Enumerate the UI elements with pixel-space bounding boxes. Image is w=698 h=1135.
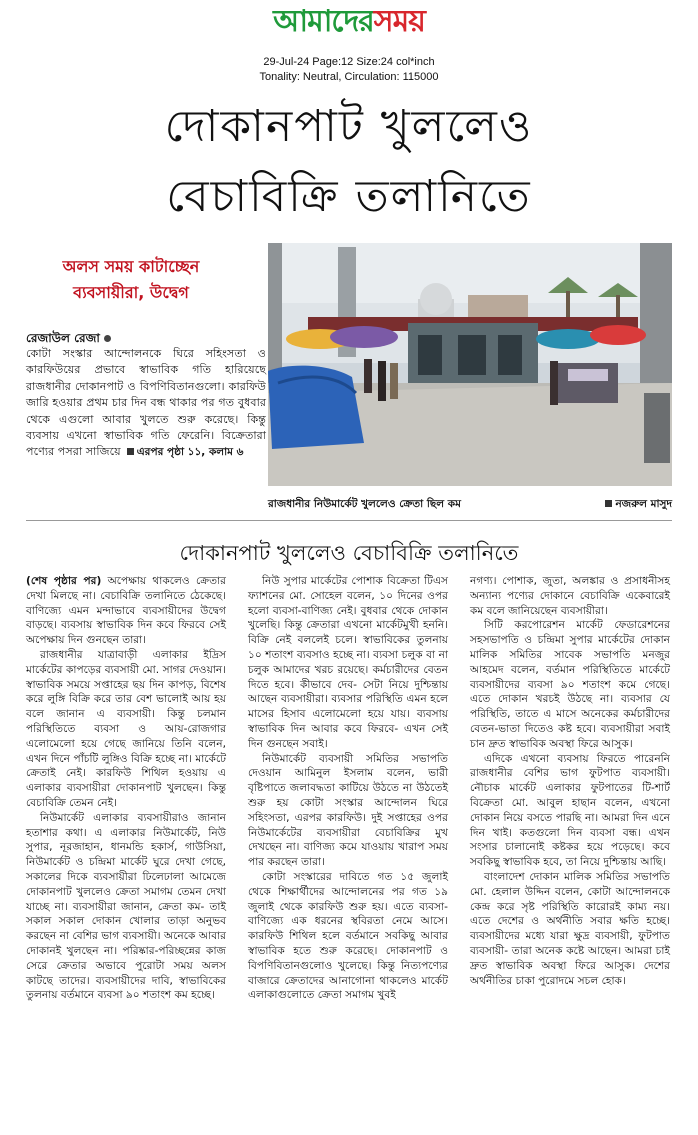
column-paragraph: এদিকে এখনো ব্যবসায় ফিরতে পারেননি রাজধানীর বেশির ভাগ ফুটপাত ব্যবসায়ী। নৌচাক মার্কেট এলাকার ফুটপাতের টি-শার্ট বিক্রেতা মো. আবুল হাছান বলেন, এখনো দোকান নিয়ে বসতে পারছি না। আমরা দিন এনে দিন খাই। কতগুলো দিন ব্যবসা বন্ধ। এখন সংসার চালানোই কষ্টকর হয়ে পড়েছে। কবে সবকিছু স্বাভাবিক হবে, তা নিয়ে দুশ্চিন্তায় আছি। <box>470 752 670 869</box>
body-column-3 <box>470 574 670 988</box>
subhead-line-2: ব্যবসায়ীরা, উদ্বেগ <box>73 283 189 302</box>
masthead-part-1: আমাদের <box>273 4 374 39</box>
column-paragraph: নিউ সুপার মার্কেটের পোশাক বিক্রেতা টিএস ফ্যাশনের মো. সোহেল বলেন, ১০ দিনের ওপর হলো ব্যবসা-বাণিজ্য নেই। বুধবার থেকে দোকান খুলেছি। কিন্তু ক্রেতারা এখনো মার্কেটমুখী হননি। বিক্রি নেই বললেই চলে। স্বাভাবিকের তুলনায় ১০ শতাংশ ব্যবসাও হচ্ছে না। ব্যবসা চলুক বা না চলুক আমাদের খরচ রয়েছে। কর্মচারীদের বেতন দিতে হবে। কীভাবে দেব- সেটা নিয়ে দুশ্চিন্তায় আছেন ব্যবসায়ীরা। ব্যবসার পরিস্থিতি এমন হলে মাসের হিসাব এলোমেলো হয়ে যায়। ব্যবসায় স্বাভাবিক দিন আবার কবে ফিরবে- এখন সেই দিন গুনছেন সবাই। <box>248 575 448 750</box>
lead-paragraph <box>26 346 266 461</box>
market-photo-illustration <box>268 243 672 486</box>
section-divider <box>26 520 672 521</box>
masthead-logo <box>0 0 698 48</box>
headline-line-2: বেচাবিক্রি তলানিতে <box>166 171 532 222</box>
clip-meta-line-2: Tonality: Neutral, Circulation: 115000 <box>259 71 439 83</box>
column-paragraph <box>26 574 226 648</box>
photo-caption: রাজধানীর নিউমার্কেট খুললেও ক্রেতা ছিল কম <box>268 498 461 510</box>
continuation-headline: দোকানপাট খুললেও বেচাবিক্রি তলানিতে <box>179 541 519 565</box>
jump-line: এরপর পৃষ্ঠা ১১, কলাম ৬ <box>136 446 244 459</box>
headline-line-1: দোকানপাট খুললেও <box>164 101 534 152</box>
column-paragraph: বাংলাদেশ দোকান মালিক সমিতির সভাপতি মো. হেলাল উদ্দিন বলেন, কোটা আন্দোলনকে কেন্দ্র করে সৃষ্ট পরিস্থিতি কারোরই কাম্য নয়। এতে দেশের ও অর্থনীতি সবার ক্ষতি হচ্ছে। ব্যবসায়ীদের মধ্যে যারা ক্ষুদ্র ব্যবসায়ী, ফুটপাত ব্যবসায়ী- তারা অনেক কষ্টে আছেন। আমরা চাই দ্রুত স্বাভাবিক অবস্থা ফিরে আসুক। দেশের অর্থনীতির চাকা পুরোদমে সচল হোক। <box>470 870 670 987</box>
news-photo <box>268 243 672 486</box>
subhead-line-1: অলস সময় কাটাচ্ছেন <box>62 257 200 276</box>
column-paragraph: নিউমার্কেট এলাকার ব্যবসায়ীরাও জানান হতাশার কথা। এ এলাকার নিউমার্কেট, নিউ সুপার, নূরজাহান, ধানমন্ডি হকার্স, গাউসিয়া, নিউমার্কেট ও চন্দ্রিমা মার্কেট ঘুরে দেখা গেছে, সকালের দিকে ব্যবসায়ীরা ঢিলেঢালা আমেজে দোকানপাট খুললেও ক্রেতা সমাগম তেমন দেখা যাচ্ছে না। ব্যবসায়ীরা জানান, ক্রেতা কম- তাই সকাল সকাল দোকান খোলার তাড়া অনুভব করছেন না বেশির ভাগ ব্যবসায়ী। অনেকে আবার দোকানই খুলছেন না। পরিষ্কার-পরিচ্ছন্নের কাজ সেরে ক্রেতার অভাবে পুরোটা সময় অলস কাটছে তাদের। ব্যবসায়ীদের দাবি, স্বাভাবিকের তুলনায় বর্তমানে ব্যবসা ৯০ শতাংশ কম হচ্ছে। <box>26 811 226 1002</box>
photo-credit: নজরুল মাসুদ <box>615 498 672 510</box>
masthead-part-2: সময় <box>373 4 425 39</box>
bullet-icon <box>104 335 111 342</box>
photo-caption-row <box>268 497 672 514</box>
column-paragraph: কোটা সংস্কারের দাবিতে গত ১৫ জুলাই থেকে শিক্ষার্থীদের আন্দোলনের পর গত ১৯ জুলাই থেকে কারফিউ শুরু হয়। এতে ব্যবসা-বাণিজ্যে এক ধরনের স্থবিরতা নেমে আসে। কারফিউ শিথিল হলে বর্তমানে সবকিছু আবার স্বাভাবিক হতে শুরু করেছে। দোকানপাট ও বিপণিবিতানগুলোও খুলেছে। কিন্তু নিত্যপণ্যের বাজারে ক্রেতাদের আনাগোনা থাকলেও মার্কেট এলাকাগুলোতে ক্রেতা সমাগম খুবই <box>248 870 448 1002</box>
column-paragraph: রাজধানীর যাত্রাবাড়ী এলাকার ইদ্রিস মার্কেটের কাপড়ের ব্যবসায়ী মো. সাগর দেওয়ান। স্বাভাবিক সময়ে সপ্তাহের ছয় দিন কাপড়, বিশেষ করে লুঙ্গি বিক্রি করে তার বেশ ভালোই আয় হয় বলে জানান এ ব্যবসায়ী। কিন্তু চলমান পরিস্থিতিতে ব্যবসা ও আয়-রোজগার এলোমেলো হয়ে গেছে জানিয়ে তিনি বলেন, এখন দিনে পাঁচটি লুঙ্গিও বিক্রি হচ্ছে না। মার্কেটে ক্রেতাই নেই। কারফিউ শিথিল হওয়ায় এ এলাকার ব্যবসায়ীরা দোকানপাট খুলছেন। কিন্তু বেচাবিক্রি তেমন নেই। <box>26 648 226 809</box>
column-paragraph: নগণ্য। পোশাক, জুতা, অলঙ্কার ও প্রসাধনীসহ অন্যান্য পণ্যের দোকানে বেচাবিক্রি একেবারেই কম বলে জানিয়েছেন ব্যবসায়ীরা। <box>470 575 670 617</box>
paragraph-text: অপেক্ষায় থাকলেও ক্রেতার দেখা মিলছে না। বেচাবিক্রি তলানিতে ঠেকেছে। বাণিজ্যে এমন মন্দাভাবে ব্যবসায়ীদের উদ্বেগ বাড়ছে। ব্যবসায় স্বাভাবিক দিন কবে ফিরবে সেই অপেক্ষায় দিন গুনছেন তারা। <box>26 575 226 647</box>
square-bullet-icon <box>127 448 134 455</box>
body-column-2 <box>248 574 448 1003</box>
photo-credit-wrap <box>599 497 672 514</box>
square-bullet-icon <box>605 500 612 507</box>
author-name: রেজাউল রেজা <box>26 331 100 345</box>
body-column-1 <box>26 574 226 1003</box>
column-paragraph: নিউমার্কেট ব্যবসায়ী সমিতির সভাপতি দেওয়ান আমিনুল ইসলাম বলেন, ভারী বৃষ্টিপাতে জলাবদ্ধতা কাটিয়ে উঠতে না উঠতেই শুরু হয় কোটা সংস্কার আন্দোলন ঘিরে সহিংসতা, এরপর কারফিউ। দুই সপ্তাহের ওপর নিউমার্কেটের ব্যবসায়ীরা বেচাবিক্রির মুখ দেখছেন না। বাণিজ্য কমে যাওয়ায় খারাপ সময় পার করছেন তারা। <box>248 752 448 869</box>
lead-text: কোটা সংস্কার আন্দোলনকে ঘিরে সহিংসতা ও কারফিউয়ের প্রভাবে স্বাভাবিক গতি হারিয়েছে রাজধানীর দোকানপাট ও বিপণিবিতানগুলো। কারফিউ জারি হওয়ার প্রথম চার দিন বন্ধ থাকার পর গত বুধবার থেকে এগুলো আবার খুলতে শুরু করেছে। কিন্তু ব্যবসায় এখনো স্বাভাবিক গতি ফেরেনি। বিক্রেতারা পণ্যের পসরা সাজিয়ে <box>26 347 266 459</box>
column-paragraph: সিটি করপোরেশন মার্কেট ফেডারেশনের সহসভাপতি ও চন্দ্রিমা সুপার মার্কেটের দোকান মালিক সমিতির সাবেক সভাপতি মনজুর আহমেদ বলেন, বর্তমান পরিস্থিতিতে মার্কেটে ব্যবসায়ীদের ব্যবসা ৯০ শতাংশ কমে গেছে। এতে দোকান খরচই উঠছে না। ব্যবসার যে পরিস্থিতি, তাতে এ মাসে অনেকের কর্মচারীদের বেতন-ভাতা দিতেও কষ্ট হবে। ব্যবসায়ীরা সবাই চান দ্রুত স্বাভাবিক অবস্থা ফিরে আসুক। <box>470 619 670 750</box>
continuation-marker: (শেষ পৃষ্ঠার পর) <box>26 575 102 587</box>
clip-meta-line-1: 29-Jul-24 Page:12 Size:24 col*inch <box>263 56 435 68</box>
